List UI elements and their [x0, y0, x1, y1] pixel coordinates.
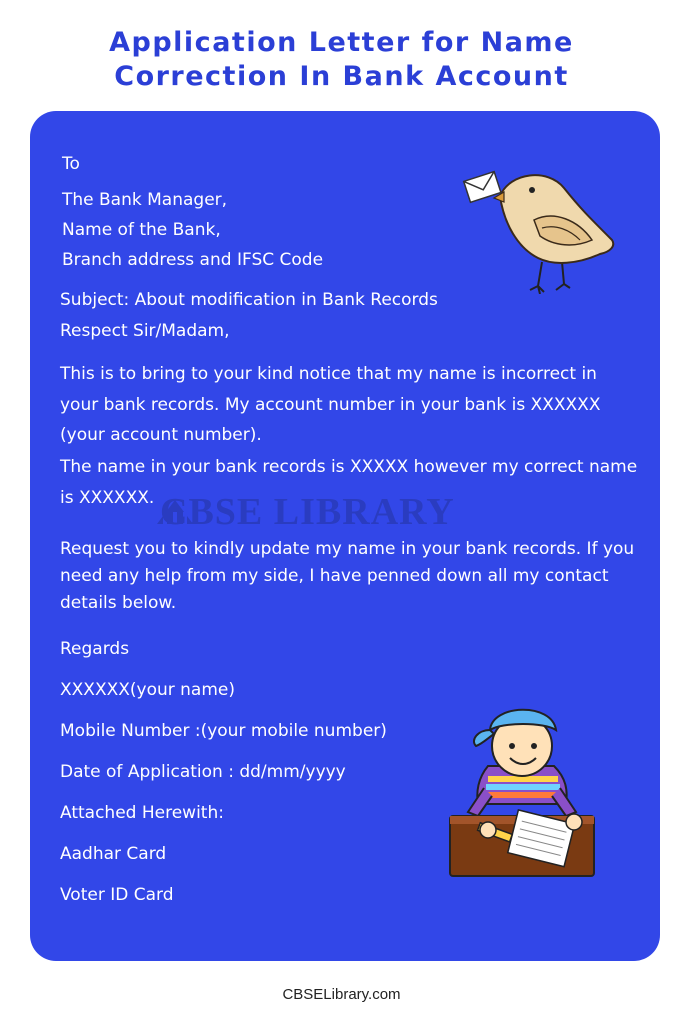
- attachment-item: Aadhar Card: [60, 844, 167, 864]
- watermark-text: CBSE LIBRARY: [160, 491, 455, 533]
- letter-salutation: Respect Sir/Madam,: [60, 321, 230, 341]
- letter-body-paragraph: This is to bring to your kind notice that my name is incorrect in your bank records. My account number in your bank is XXXXXX (your account number).: [60, 364, 601, 445]
- recipient-line: Branch address and IFSC Code: [62, 250, 324, 270]
- page-title-line-1: Application Letter for Name: [109, 27, 574, 58]
- letter-to: To: [62, 154, 80, 174]
- boy-studying-icon: [448, 700, 598, 886]
- bird-with-envelope-icon: [460, 162, 620, 294]
- sender-name: XXXXXX(your name): [60, 680, 235, 700]
- attachment-item: Voter ID Card: [60, 885, 174, 905]
- page-title-line-2: Correction In Bank Account: [114, 61, 569, 92]
- letter-body-paragraph: Request you to kindly update my name in your bank records. If you need any help from my side, I have penned down all my contact details below.: [60, 539, 635, 613]
- footer-site-name: CBSELibrary.com: [282, 986, 401, 1003]
- attached-heading: Attached Herewith:: [60, 803, 224, 823]
- application-date: Date of Application : dd/mm/yyyy: [60, 762, 346, 782]
- recipient-line: The Bank Manager,: [62, 190, 228, 210]
- letter-body-paragraph: The name in your bank records is XXXXX however my correct name is XXXXXX.: [60, 457, 638, 508]
- recipient-line: Name of the Bank,: [62, 220, 221, 240]
- letter-subject: Subject: About modification in Bank Records: [60, 290, 438, 310]
- sender-mobile: Mobile Number :(your mobile number): [60, 721, 387, 741]
- letter-closing: Regards: [60, 639, 130, 659]
